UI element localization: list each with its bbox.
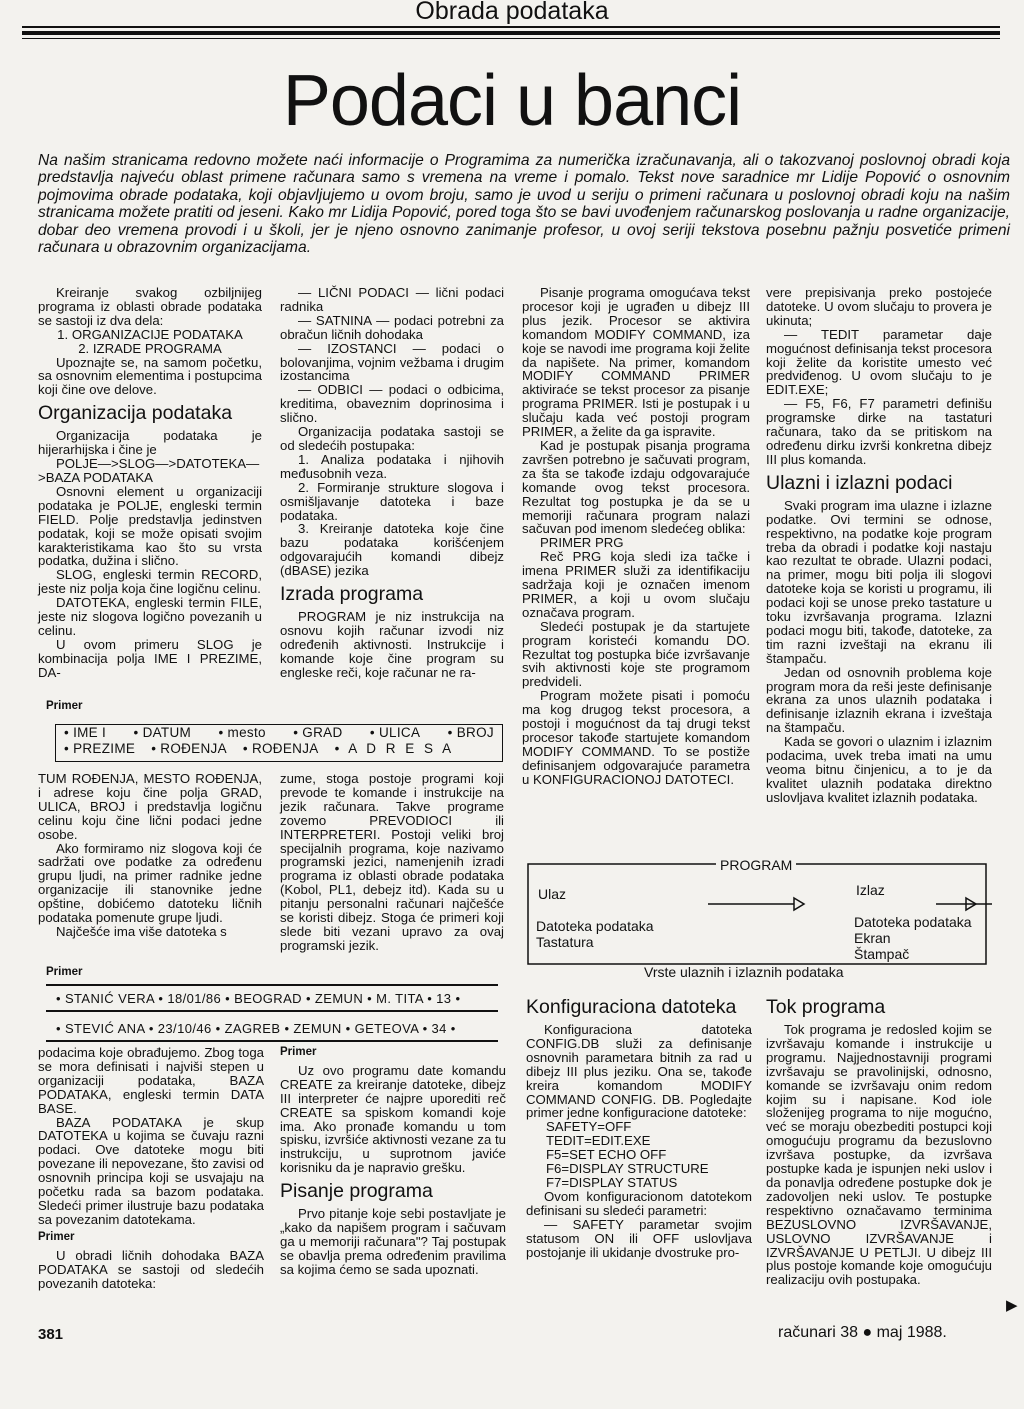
section-heading: Ulazni i izlazni podaci [766,471,953,494]
section-heading: Tok programa [766,996,886,1018]
output-item: Štampač [854,946,910,962]
next-page-arrow-icon: ▶ [1006,1297,1018,1314]
bottom-column-4 [766,996,992,1287]
paragraph: vere prepisivanja preko postojeće datoteke. U ovom slučaju to provera je ukinuta; [766,285,992,328]
primer-label: Primer [46,700,83,712]
field-row [56,725,502,741]
section-heading: Izrada programa [280,583,424,606]
paragraph: Program možete pisati i pomoću ma kog drugog tekst procesora, a postoji i mogućnost da taj drugi tekst procesor takođe startujete komandom MODIFY COMMAND. To se postiže definisanjem odgovarajuće parametra u KONFIGURACIONOJ DATOTECI. [522,688,750,787]
paragraph: TUM ROĐENJA, MESTO ROĐENJA, i adrese koju čine polja GRAD, ULICA, BROJ i predstavlja logičnu celinu koju čine lični podaci jedne osobe. [38,771,262,842]
output-item: Datoteka podataka [854,914,972,930]
section-heading: Organizacija podataka [38,402,233,425]
input-item: Tastatura [536,934,594,950]
paragraph: POLJE—>SLOG—>DATOTEKA—>BAZA PODATAKA [38,456,260,485]
primer-label: Primer [38,1230,75,1243]
paragraph: Prvo pitanje koje sebi postavljate je „kako da napišem program i sačuvam ga u memoriji računara"? Taj postupak se obavlja prema određenim pravilima sa kojima ćemo se sada upoznati. [280,1206,506,1277]
list-item: 3. Kreiranje datoteka koje čine bazu podataka korišćenjem odgovarajućih komandi dibejz (dBASE) jezika [280,521,504,579]
paragraph: DATOTEKA, engleski termin FILE, jeste niz slogova logično povezanih u celinu. [38,595,262,638]
paragraph: PRIMER PRG [540,535,624,551]
list-item: 2. Formiranje strukture slogova i osmišljavanje datoteka i baze podataka. [280,479,504,523]
paragraph: PROGRAM je niz instrukcija na osnovu kojih računar izvodi niz određenih aktivnosti. Instrukcije i komande koje čine program su engleske reči, koje računar ne ra- [280,609,504,680]
paragraph: Organizacija podataka je hijerarhijska i čine je [38,428,262,458]
section-heading: Pisanje programa [280,1180,433,1203]
paragraph: Upoznajte se, na samom početku, sa osnovnim elementima i postupcima koji čine ove delove. [38,354,262,398]
field-label: • PREZIME [64,741,136,756]
record-rule [46,1040,498,1042]
diagram-caption: Vrste ulaznih i izlaznih podataka [644,964,844,980]
list-item: — IZOSTANCI — podaci o bolovanjima, vojnim vežbama i drugim izostancima [280,340,504,384]
paragraph: U ovom primeru SLOG je kombinacija polja IME I PREZIME, DA- [38,636,262,680]
paragraph: — F5, F6, F7 parametri definišu programske dirke na tastaturi računara, tako da se pritiskom na određenu dirku izvrši konkretna dibejz III plus komanda. [766,396,992,467]
paragraph: BAZA PODATAKA je skup DATOTEKA u kojima se čuvaju razni podaci. Ove datoteke mogu biti povezane ili nepovezane, što zavisi od osnovnih principa koji se usvajaju na početku rada sa bazom podataka. Sledeći primer ilustruje bazu podataka sa povezanim datotekama. [38,1114,264,1227]
record-line: • STANIĆ VERA • 18/01/86 • BEOGRAD • ZEMUN • M. TITA • 13 • [56,991,461,1006]
issue-info: računari 38 ● maj 1988. [778,1324,947,1341]
field-label: • IME I [64,725,107,740]
field-label: • DATUM [133,725,192,740]
paragraph: U obradi ličnih dohodaka BAZA PODATAKA se sastoji od sledećih povezanih datoteka: [38,1247,264,1291]
field-label: • ROĐENJA [242,741,319,756]
code-line: F6=DISPLAY STRUCTURE [546,1161,709,1177]
middle-right-text [280,772,504,953]
list-item: — ODBICI — podaci o odbicima, kreditima, obaveznim doprinosima i slično. [280,382,504,426]
code-line: F7=DISPLAY STATUS [546,1174,678,1190]
lead-paragraph: Na našim stranicama redovno možete naći informacije o Programima za numerička izračunavanja, ali o takozvanoj poslovnoj obradi koja predstavlja najveću oblast primene računara samo s vremena na vreme i pomalo. Tekst nove saradnice mr Lidije Popović o osnovnim pojmovima obrade podataka, koji objavljujemo u ovom broju, samo je uvod u seriju o primeni računara u poslovnoj obradi koju na našim stranicama možete pratiti od jeseni. Kako mr Lidija Popović, pored toga što se bavi uvođenjem računarskog poslovanja u radne organizacije, dobar deo vremena provodi i u školi, jer je njeno osnovno zanimanje profesor, u ovoj seriji tekstova posebnu pažnju posvetiće primeni računara u obrazovnim organizacijama. [38,152,1010,257]
paragraph: Kreiranje svakog ozbiljnijeg programa iz oblasti obrade podataka se sastoji iz dva dela: [38,285,262,328]
list-item: 1. Analiza podataka i njihovih međusobnih veza. [280,451,504,481]
primer-label: Primer [46,966,83,978]
paragraph: Ovom konfiguracionom datotekom definisani su sledeći parametri: [526,1188,752,1218]
paragraph: Organizacija podataka sastoji se od sledećih postupaka: [280,424,504,453]
input-item: Datoteka podataka [536,918,654,934]
paragraph: podacima koje obrađujemo. Zbog toga se mora definisati i najviši stepen u organizaciji podataka, BAZA PODATAKA, engleski termin DATA BASE. [38,1045,264,1116]
list-item: — LIČNI PODACI — lični podaci radnika [280,285,504,314]
record-rule [46,1010,498,1012]
list-item: — SATNINA — podaci potrebni za obračun ličnih dohodaka [280,312,504,342]
bottom-column-3 [526,996,752,1259]
column-1 [38,286,262,680]
header-rule-2 [22,31,1000,35]
paragraph: Pisanje programa omogućava tekst procesor koji je ugrađen u dibejz III plus jezik. Procesor se aktivira komandom MODIFY COMMAND, iza koje se navodi ime programa koji želite da napišete. Na primer, komandom MODIFY COMMAND PRIMER aktiviraće se tekst procesor za pisanje programa PRIMER. Isti je postupak i u slučaju kada već postoji program PRIMER, a želite da ga ispravite. [522,285,750,440]
record-rule [46,984,498,986]
paragraph: Sledeći postupak je da startujete program koristeći komandu DO. Rezultat tog postupka biće izvršavanje svih aktivnosti koje ste programom predvideli. [522,618,750,690]
record-fields-box [55,724,503,762]
bottom-column-1 [38,1046,264,1290]
column-2 [280,286,504,680]
paragraph: Kad je postupak pisanja programa završen potrebno je sačuvati program, za šta se takođe izdaju odgovarajuće komande ovog tekst procesora. Rezultat tog postupka je da se u memoriji računara program nalazi sačuvan pod imenom sledećeg oblika: [522,437,750,537]
paragraph: zume, stoga postoje programi koji prevode te komande i instrukcije na jezik računara. Takve programe zovemo PREVODIOCI ili INTERPRETERI. Postoji veliki broj specijalnih programa, koje nazivamo programski jezici, namenjenih izradi programa iz oblasti obrade podataka (Kobol, PL1, debejz itd). Kada su u pitanju personalni računari najčešće se koristi dibejz. Stoga će primeri koji slede biti vezani upravo za ovaj programski jezik. [280,771,504,953]
paragraph: SLOG, engleski termin RECORD, jeste niz polja koja čine logičnu celinu. [38,567,262,597]
code-line: SAFETY=OFF [546,1119,632,1135]
field-label: • mesto [218,725,266,740]
page-title: Podaci u banci [282,61,742,141]
paragraph: Reč PRG koja sledi iza tačke i imena PRIMER služi za identifikaciju sadržaja koji je označen imenom PRIMER, a koji u ovom slučaju označava program. [522,549,750,620]
output-item: Ekran [854,930,891,946]
field-label: • ULICA [369,725,421,740]
list-item: 2. IZRADE PROGRAMA [78,340,222,356]
field-label: • A D R E S A [334,741,455,756]
bottom-column-2 [280,1046,506,1277]
field-label: • GRAD [293,725,343,740]
section-heading: Konfiguraciona datoteka [526,996,737,1018]
paragraph: — TEDIT parametar daje mogućnost definisanja tekst procesora koji želite da koristite umesto već predviđenog. U ovom slučaju to je EDIT.EXE; [766,326,992,398]
output-label: Izlaz [856,882,885,898]
io-diagram [526,852,992,982]
diagram-title: PROGRAM [716,857,796,873]
primer-label: Primer [280,1046,317,1058]
paragraph: Kada se govori o ulaznim i izlaznim podacima, uvek treba imati na umu veoma bitnu činjenicu, a to je da kvalitet ulaznih podataka direktno uslovljava kvalitet izlaznih podataka. [766,734,992,805]
code-line: F5=SET ECHO OFF [546,1147,667,1163]
paragraph: Konfiguraciona datoteka CONFIG.DB služi za definisanje osnovnih parametara bitnih za rad u dibejz III plus jeziku. Ona se, takođe kreira komandom MODIFY COMMAND CONFIG. DB. Pogledajte primer jedne konfiguracione datoteke: [526,1022,752,1121]
record-line: • STEVIĆ ANA • 23/10/46 • ZAGREB • ZEMUN • GETEOVA • 34 • [56,1021,456,1036]
column-3 [522,286,750,787]
paragraph: Tok programa je redosled kojim se izvršavaju komande i instrukcije u programu. Najjednostavniji programi izvršavaju se pravolinijski, odnosno, komande se izvršavaju onim redom kojim su i napisane. Kod iole složenijeg programa to nije mogućno, već se moraju obezbediti postupci koji omogućuju programu da bezuslovno izvršava postupke, da izvršava postupke kada je ispunjen neki uslov i da ponavlja određene postupke dok je zadovoljen neki uslov. Te postupke respektivno označavamo terminima BEZUSLOVNO IZVRŠAVANJE, USLOVNO IZVRŠAVANJE i IZVRŠAVANJE U PETLJI. U dibejz III plus postoje komande koje omogućuju realizaciju ovih postupaka. [766,1022,992,1288]
field-label: • ROĐENJA [151,741,227,756]
header-rule-3 [22,38,1000,39]
paragraph: Jedan od osnovnih problema koje program mora da reši jeste definisanje ekrana za unos ulaznih podataka i definisanje izlaznih ekrana i izveštaja na štampaču. [766,664,992,736]
section-header: Obrada podataka [415,0,609,25]
paragraph: Svaki program ima ulazne i izlazne podatke. Ovi termini se odnose, respektivno, na podatke koje program treba da obradi i podatke koji nastaju kao rezultat te obrade. Ulazni podaci, na primer, mogu biti polja ili slogovi datoteke koja se koristi u programu, ili podaci koji se unose preko tastature u toku izvršavanja programa. Izlazni podaci mogu biti, takođe, datoteke, za tim razni izveštaji na ekranu ili štampaču. [766,497,992,666]
field-row [56,741,502,757]
column-4 [766,286,992,805]
paragraph: Ako formiramo niz slogova koji će sadržati ove podatke za određenu grupu ljudi, na primer radnike jedne organizacije ili stanovnike jedne opštine, dobićemo datoteku ličnih podataka pomenute grupe ljudi. [38,840,262,926]
page-number: 381 [38,1326,64,1343]
paragraph: Osnovni element u organizaciji podataka je POLJE, engleski termin FIELD. Polje predstavlja jedinstven podatak, koji se može opisati svojim karakteristikama kao što su vrsta podatka, dužina i slično. [38,483,262,569]
middle-left-text [38,772,262,939]
code-line: TEDIT=EDIT.EXE [546,1133,651,1149]
paragraph: Najčešće ima više datoteka s [56,923,227,939]
input-label: Ulaz [538,886,567,902]
header-rule-1 [22,26,1000,28]
field-label: • BROJ [447,725,494,740]
paragraph: — SAFETY parametar svojim statusom ON ili OFF uslovljava postojanje ili ukidanje dvostruke pro- [526,1216,752,1260]
list-item: 1. ORGANIZACIJE PODATAKA [57,326,243,342]
paragraph: Uz ovo programu date komandu CREATE za kreiranje datoteke, dibejz III interpreter će najpre uporediti reč CREATE sa spiskom komandi koje ima. Ako pronađe komandu u tom spisku, izvršiće aktivnosti vezane za tu instrukciju, u suprotnom javiće korisniku da je napravio grešku. [280,1062,506,1176]
